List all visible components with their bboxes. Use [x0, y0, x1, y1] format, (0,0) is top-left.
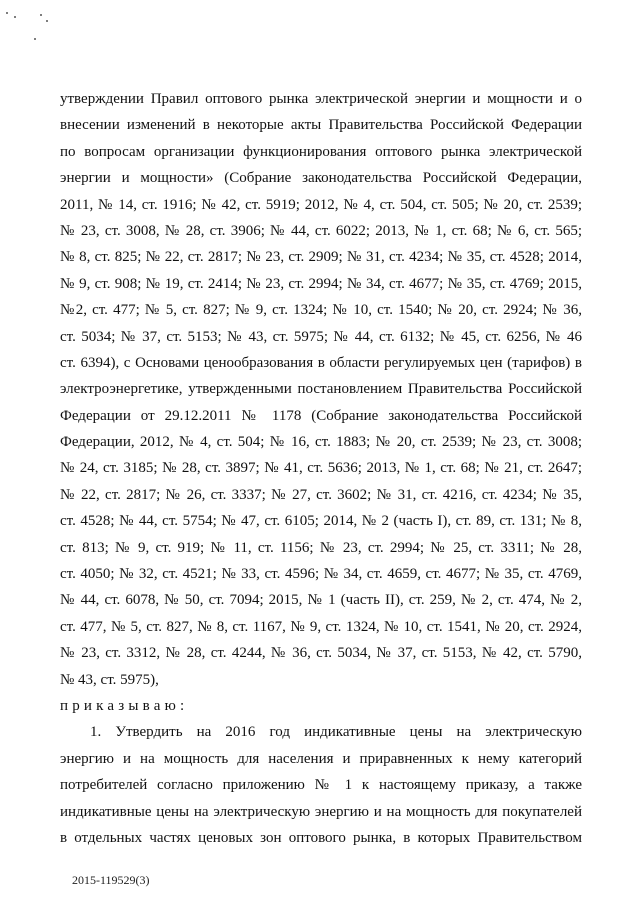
text-line: № 9, ст. 908; № 19, ст. 2414; № 23, ст. 2994; № 34, ст. 4677; № 35, ст. 4769; 2015, [60, 275, 582, 292]
text-line: № 44, ст. 6078, № 50, ст. 7094; 2015, № 1 (часть II), ст. 259, № 2, ст. 474, № 2, [60, 592, 582, 609]
text-line: внесении изменений в некоторые акты Правительства Российской Федерации [60, 117, 582, 134]
text-line: ст. 813; № 9, ст. 919; № 11, ст. 1156; № 23, ст. 2994; № 25, ст. 3311; № 28, [60, 539, 582, 556]
text-line: электроэнергетике, утвержденными постановлением Правительства Российской [60, 381, 582, 398]
scan-dot [14, 16, 16, 18]
text-line: Федерации от 29.12.2011 № 1178 (Собрание законодательства Российской [60, 407, 582, 424]
text-line: № 24, ст. 3185; № 28, ст. 3897; № 41, ст. 5636; 2013, № 1, ст. 68; № 21, ст. 2647; [60, 460, 582, 477]
document-body [60, 86, 582, 851]
scan-artifact-marks [4, 8, 64, 48]
scan-dot [6, 12, 8, 14]
text-line: № 23, ст. 3312, № 28, ст. 4244, № 36, ст. 5034, № 37, ст. 5153, № 42, ст. 5790, [60, 645, 582, 662]
paragraph-line: энергию и на мощность для населения и приравненных к нему категорий [60, 750, 582, 767]
text-line: Федерации, 2012, № 4, ст. 504; № 16, ст. 1883; № 20, ст. 2539; № 23, ст. 3008; [60, 434, 582, 451]
paragraph-line: потребителей согласно приложению № 1 к настоящему приказу, а также [60, 777, 582, 794]
text-line: № 43, ст. 5975), [60, 671, 159, 688]
paragraph-line: 1. Утвердить на 2016 год индикативные цены на электрическую [90, 724, 582, 741]
text-line: утверждении Правил оптового рынка электрической энергии и мощности и о [60, 91, 582, 107]
text-line: ст. 5034; № 37, ст. 5153; № 43, ст. 5975; № 44, ст. 6132; № 45, ст. 6256, № 46 [60, 328, 582, 345]
scan-dot [40, 14, 42, 16]
text-line: ст. 6394), с Основами ценообразования в области регулируемых цен (тарифов) в [60, 354, 582, 371]
text-line: 2011, № 14, ст. 1916; № 42, ст. 5919; 2012, № 4, ст. 504, ст. 505; № 20, ст. 2539; [60, 196, 582, 213]
text-line: № 8, ст. 825; № 22, ст. 2817; № 23, ст. 2909; № 31, ст. 4234; № 35, ст. 4528; 2014, [60, 249, 582, 266]
text-line: ст. 4528; № 44, ст. 5754; № 47, ст. 6105; 2014, № 2 (часть I), ст. 89, ст. 131; № 8, [60, 513, 582, 530]
text-line: энергии и мощности» (Собрание законодательства Российской Федерации, [60, 170, 582, 187]
text-line: ст. 4050; № 32, ст. 4521; № 33, ст. 4596; № 34, ст. 4659, ст. 4677; № 35, ст. 4769, [60, 566, 582, 583]
text-line: по вопросам организации функционирования оптового рынка электрической [60, 143, 582, 160]
text-line: № 22, ст. 2817; № 26, ст. 3337; № 27, ст. 3602; № 31, ст. 4216, ст. 4234; № 35, [60, 486, 582, 503]
text-line: №2, ст. 477; № 5, ст. 827; № 9, ст. 1324; № 10, ст. 1540; № 20, ст. 2924; № 36, [60, 302, 582, 319]
scan-dot [34, 38, 36, 40]
text-line: № 23, ст. 3008, № 28, ст. 3906; № 44, ст. 6022; 2013, № 1, ст. 68; № 6, ст. 565; [60, 222, 582, 239]
scan-dot [46, 20, 48, 22]
paragraph-line: индикативные цены на электрическую энергию и на мощность для покупателей [60, 803, 582, 820]
order-word: приказываю: [60, 697, 189, 714]
document-registration-number: 2015-119529(3) [72, 873, 150, 887]
paragraph-line: в отдельных частях ценовых зон оптового рынка, в которых Правительством [60, 829, 582, 846]
text-line: ст. 477, № 5, ст. 827, № 8, ст. 1167, № 9, ст. 1324, № 10, ст. 1541, № 20, ст. 2924, [60, 618, 582, 635]
